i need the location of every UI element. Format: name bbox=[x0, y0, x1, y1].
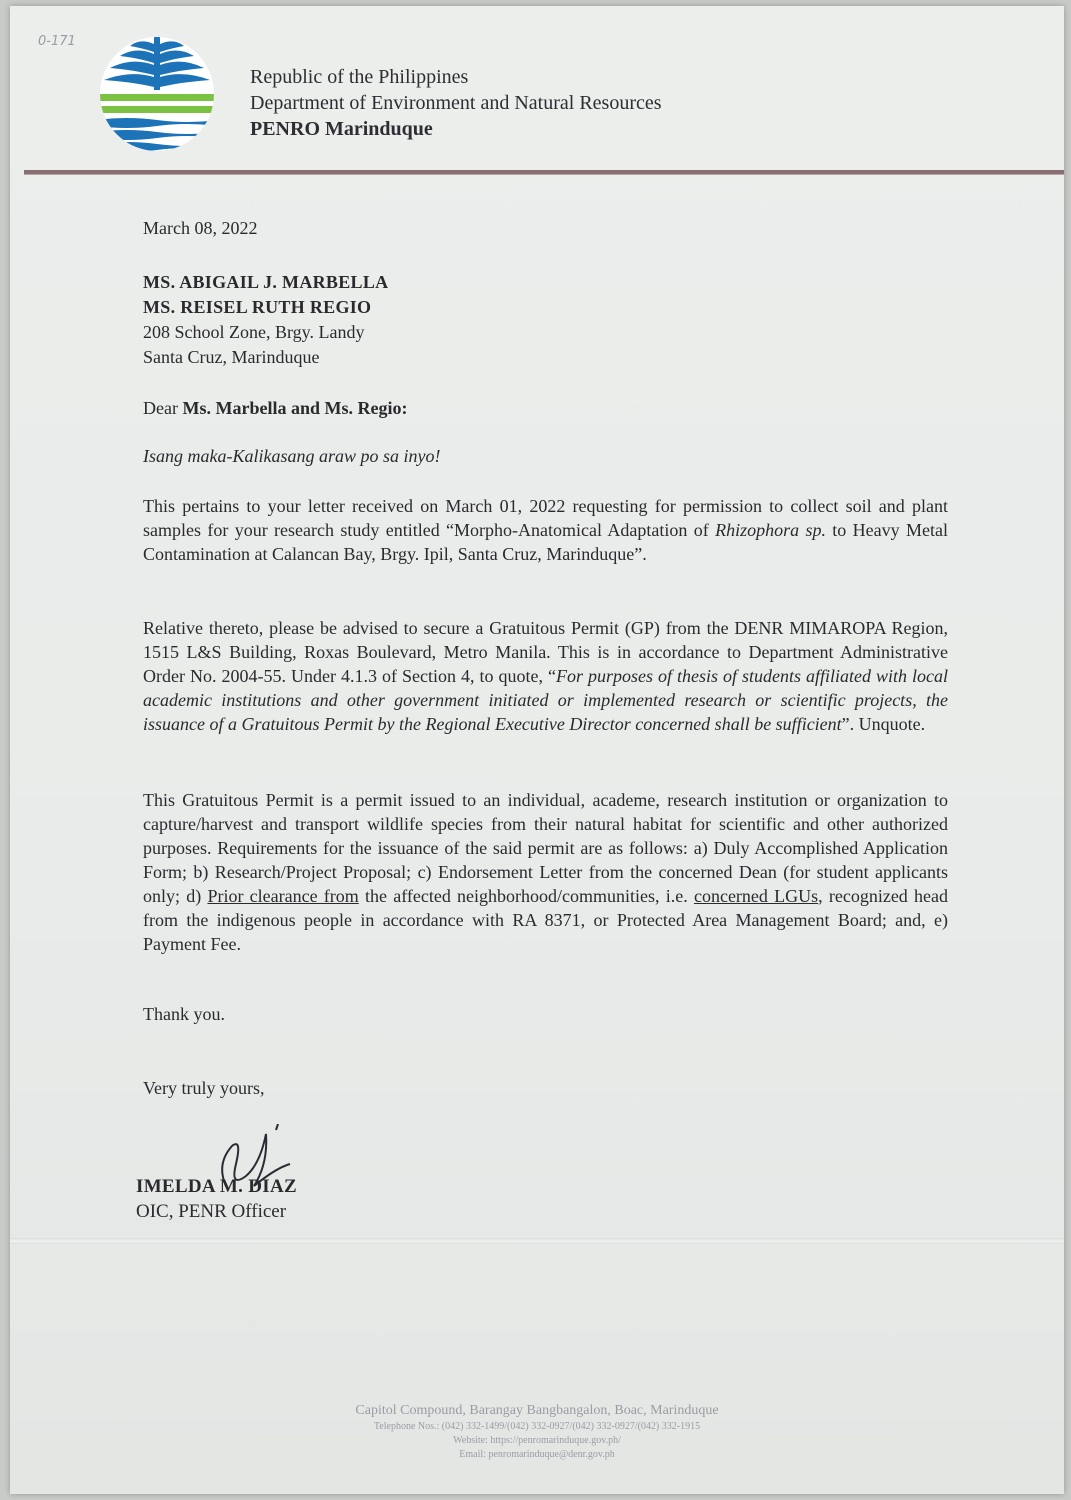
letterhead-divider bbox=[24, 170, 1064, 175]
footer-address: Capitol Compound, Barangay Bangbangalon, Boac, Marinduque bbox=[355, 1403, 719, 1418]
footer-telephone: Telephone Nos.: (042) 332-1499/(042) 332-0927/(042) 332-0927/(042) 332-1915 bbox=[373, 1421, 701, 1432]
underlined-concerned-lgus: concerned LGUs bbox=[693, 886, 819, 906]
salutation-names: Ms. Marbella and Ms. Regio: bbox=[182, 398, 408, 418]
addressee-address-1: 208 School Zone, Brgy. Landy bbox=[143, 322, 365, 342]
paragraph-permit-advice bbox=[143, 616, 948, 736]
footer bbox=[10, 1402, 1064, 1462]
thank-you: Thank you. bbox=[143, 1004, 225, 1024]
requirements-text-3: , recognized head from the indigenous people in accordance with RA 8371, or Protected Area Management Board; and, e) Payment Fee. bbox=[143, 886, 949, 954]
paragraph-request bbox=[143, 494, 948, 566]
quoted-provision: For purposes of thesis of students affiliated with local academic institutions and other government initiated or implemented research or scientific projects, the issuance of a Gratuitous Permit by the Regional Executive Director concerned shall be sufficient bbox=[143, 666, 948, 734]
paragraph-request-text: This pertains to your letter received on March 01, 2022 requesting for permission to collect soil and plant samples for your research study entitled “Morpho-Anatomical Adaptation of bbox=[143, 496, 948, 540]
underlined-prior-clearance: Prior clearance from bbox=[207, 886, 359, 906]
species-name: Rhizophora sp. bbox=[715, 520, 826, 540]
signer-block bbox=[136, 1174, 297, 1224]
letterhead-department: Department of Environment and Natural Resources bbox=[250, 92, 662, 114]
requirements-text-1: This Gratuitous Permit is a permit issued to an individual, academe, research institution or organization to capture/harvest and transport wildlife species from their natural habitat for scientific and other authorized purposes. Requirements for the issuance of the said permit are as follows: a) Duly Accomplished Application Form; b) Research/Project Proposal; c) Endorsement Letter from the concerned Dean (for student applicants only; d) bbox=[143, 790, 948, 906]
footer-website: Website: https://penromarinduque.gov.ph/ bbox=[453, 1435, 621, 1446]
closing: Very truly yours, bbox=[143, 1078, 265, 1098]
greeting: Isang maka-Kalikasang araw po sa inyo! bbox=[143, 446, 441, 466]
letterhead-office: PENRO Marinduque bbox=[250, 118, 433, 140]
requirements-text-2: the affected neighborhood/communities, i.e. bbox=[358, 886, 694, 906]
handwritten-note: 0-171 bbox=[38, 34, 76, 49]
paragraph-request-text-end: to Heavy Metal Contamination at Calancan Bay, Brgy. Ipil, Santa Cruz, Marinduque”. bbox=[143, 520, 948, 564]
signer-name: IMELDA M. DIAZ bbox=[136, 1176, 297, 1197]
paragraph-advice-text: Relative thereto, please be advised to secure a Gratuitous Permit (GP) from the DENR MIMAROPA Region, 1515 L&S Building, Roxas Boulevard, Metro Manila. This is in accordance to Department Administrative Order No. 2004-55. Under 4.1.3 of Section 4, to quote, “ bbox=[143, 618, 948, 686]
addressee-block bbox=[143, 270, 948, 370]
addressee-name-2: MS. REISEL RUTH REGIO bbox=[143, 297, 372, 317]
paragraph-advice-text-end: ”. Unquote. bbox=[841, 714, 926, 734]
paragraph-requirements bbox=[143, 788, 948, 956]
denr-logo-icon bbox=[96, 32, 218, 156]
letterhead-country: Republic of the Philippines bbox=[250, 66, 469, 88]
footer-email: Email: penromarinduque@denr.gov.ph bbox=[459, 1449, 615, 1460]
letter-page bbox=[10, 6, 1064, 1494]
letter-date: March 08, 2022 bbox=[143, 218, 258, 238]
signer-title: OIC, PENR Officer bbox=[136, 1201, 287, 1222]
salutation-prefix: Dear bbox=[143, 398, 183, 418]
addressee-name-1: MS. ABIGAIL J. MARBELLA bbox=[143, 272, 389, 292]
letterhead bbox=[250, 64, 662, 142]
page-fold bbox=[10, 1238, 1064, 1244]
salutation bbox=[143, 396, 948, 420]
addressee-address-2: Santa Cruz, Marinduque bbox=[143, 347, 320, 367]
